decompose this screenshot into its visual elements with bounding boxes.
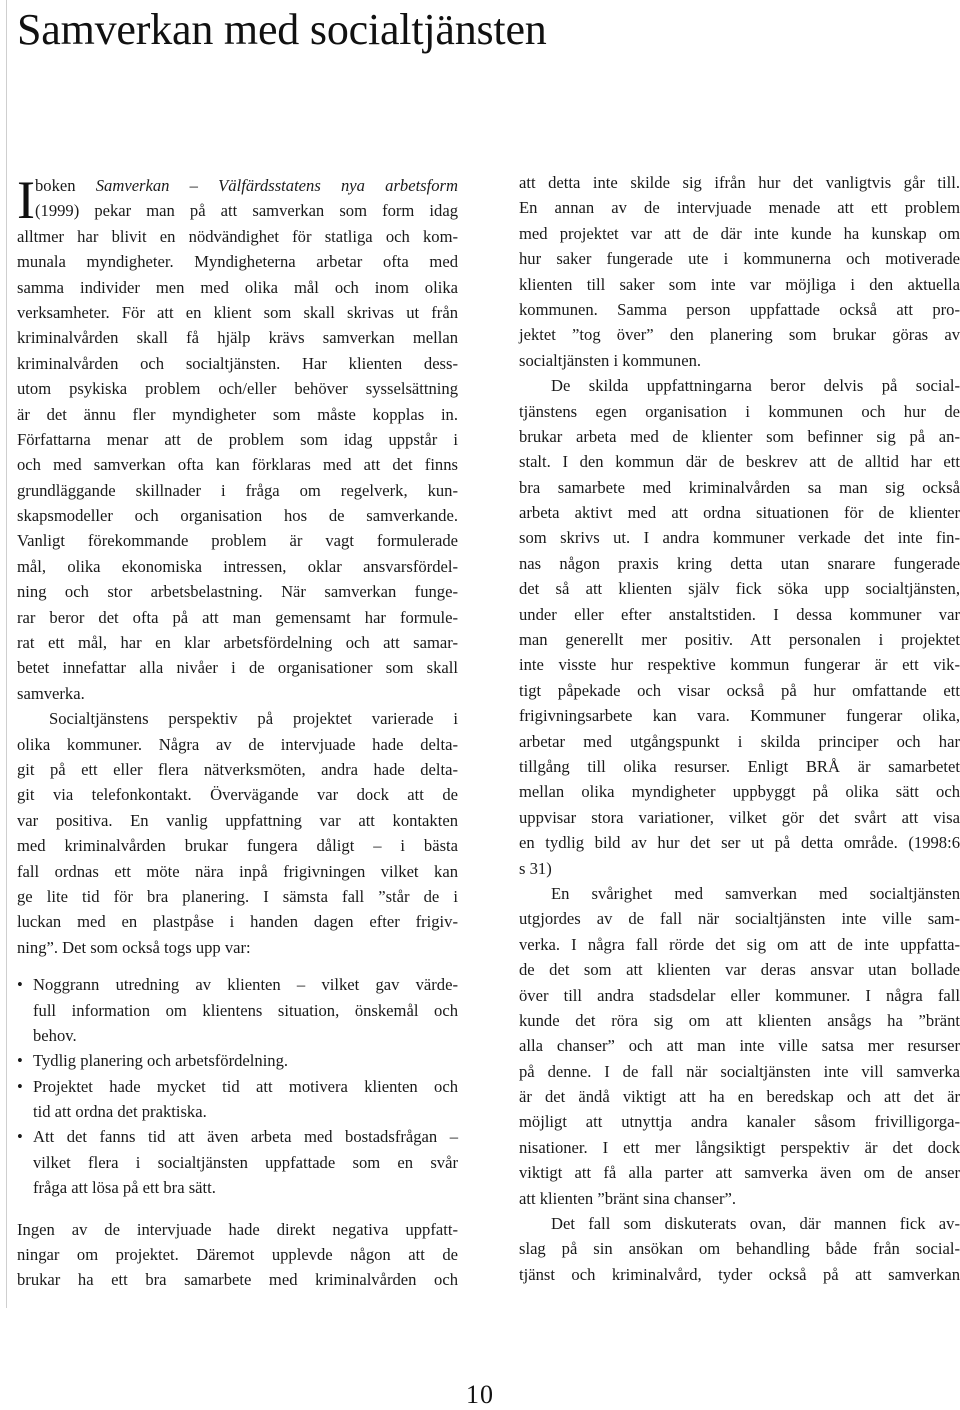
bullet-line: • Att det fanns tid att även arbeta med bostadsfrågan –	[17, 1124, 458, 1149]
text-line: de det som att klienten var deras ansvar utan bollade	[519, 960, 960, 980]
text-line: är det ännu fler myndigheter som måste kopplas in.	[17, 404, 458, 424]
text-line: tigt påpekade och visar också på hur omfattande ett	[519, 680, 960, 700]
page-title: Samverkan med socialtjänsten	[17, 5, 547, 54]
text-line: mellan olika myndigheter uppbyggt på olika sätt och	[519, 782, 960, 802]
text-line: att klienten ”bränt sina chanser”.	[519, 1188, 737, 1208]
text-line: under eller efter anstaltstiden. I dessa kommuner var	[519, 604, 960, 624]
right-column	[519, 170, 960, 1287]
text-line: socialtjänsten i kommunen.	[519, 350, 702, 370]
bullet-line: full information om klientens situation, önskemål och	[33, 1000, 458, 1020]
page-number: 10	[466, 1380, 494, 1409]
text-line: Författarna menar att de problem som idag uppstår i	[17, 429, 458, 449]
text-line: mål, olika ekonomiska intressen, oklar ansvarsfördel-	[17, 556, 458, 576]
bullet-icon: •	[17, 1076, 23, 1096]
text-line: betet innefattar alla nivåer i de organisationer som skall	[17, 658, 458, 678]
text-line: över till andra stadsdelar eller kommuner. I några fall	[519, 985, 960, 1005]
text-line: Socialtjänstens perspektiv på projektet varierade i	[49, 709, 458, 729]
text-line: luckan med en plastpåse i handen dagen efter frigiv-	[17, 912, 458, 932]
text-line: och med samverkan ofta kan förklaras med att det finns	[17, 455, 458, 475]
text-line: (1999) pekar man på att samverkan som form idag	[35, 201, 458, 221]
bullet-line: tid att ordna det praktiska.	[33, 1102, 207, 1122]
text-line: Det fall som diskuterats ovan, där mannen fick av-	[551, 1214, 960, 1234]
text-line: utom psykiska problem och/eller behöver sysselsättning	[17, 379, 458, 399]
text-line: brukar arbeta med de klienter som befinner sig på an-	[519, 426, 960, 446]
text-line: ningar om projektet. Däremot upplevde någon att de	[17, 1245, 458, 1265]
text-line: Ingen av de intervjuade hade direkt negativa uppfatt-	[17, 1219, 458, 1239]
text-line: munala myndigheter. Myndigheterna arbetar ofta med	[17, 252, 458, 272]
text-line: med kriminalvården brukar fungera dåligt – i bästa	[17, 836, 458, 856]
text-line: En annan av de intervjuade menade att ett problem	[519, 198, 960, 218]
text-line: var positiva. En vanlig uppfattning var att kontakten	[17, 810, 458, 830]
text-line: samverka.	[17, 683, 85, 703]
text-line: verka. I några fall rörde det sig om att de inte uppfatta-	[519, 934, 960, 954]
text-line: arbeta aktivt med att ordna situationen för de klienter	[519, 503, 960, 523]
text-line: man generellt mer positiv. Att personalen i projektet	[519, 630, 960, 650]
left-column	[17, 170, 458, 1293]
text-line: nisationer. I ett mer långsiktigt perspektiv är det dock	[519, 1137, 960, 1157]
text-line: ning och stor arbetsbelastning. När samverkan funge-	[17, 582, 458, 602]
text-line: Vanligt förekommande problem är vagt formulerade	[17, 531, 458, 551]
text-line: frigivningsarbete kan vara. Kommuner fungerar olika,	[519, 706, 960, 726]
bullet-line: • Projektet hade mycket tid att motivera klienten och	[17, 1074, 458, 1099]
bullet-icon: •	[17, 1051, 23, 1071]
text-line: hur saker fungerade ute i kommunerna och motiverade	[519, 249, 960, 269]
left-paragraph-1	[17, 170, 458, 706]
right-paragraph-4	[519, 1211, 960, 1287]
text-line: bra samarbete med kriminalvården sa man sig också	[519, 477, 960, 497]
bullet-line: vilket flera i socialtjänsten uppfattade som en svår	[33, 1152, 458, 1172]
bullet-icon: •	[17, 975, 23, 995]
bullet-line: fråga att lösa på ett bra sätt.	[33, 1178, 216, 1198]
text-line: med projektet var att de där inte kunde ha kunskap om	[519, 223, 960, 243]
text-line: tjänstens egen organisation i kommunen och hur de	[519, 401, 960, 421]
bullet-icon: •	[17, 1127, 23, 1147]
right-paragraph-2	[519, 373, 960, 881]
text-line: En svårighet med samverkan med socialtjänsten	[551, 883, 960, 903]
text-line: uppvisar stora variationer, vilket gör det svårt att visa	[519, 807, 960, 827]
text-line: samma individer men med olika mål och inom olika	[17, 277, 458, 297]
text-line: ge lite tid för bra planering. I sämsta fall ”står de i	[17, 886, 458, 906]
text-line: tillgång till olika resurser. Enligt BRÅ är samarbetet	[519, 756, 960, 776]
margin-rule	[6, 0, 7, 1308]
text-line: slag på sin ansökan om behandling både från social-	[519, 1239, 960, 1259]
text-line: som skrivs ut. I andra kommuner verkade det inte fin-	[519, 528, 960, 548]
text-line: verksamheter. För att en klient som skall skrivas ut från	[17, 302, 458, 322]
text-line: s 31)	[519, 858, 552, 878]
right-paragraph-3	[519, 881, 960, 1211]
text-line: brukar ha ett bra samarbete med kriminalvården och	[17, 1270, 458, 1290]
text-line: på denne. I de fall när socialtjänsten inte vill samverka	[519, 1061, 960, 1081]
text-line: kommunen. Samma person uppfattade också att pro-	[519, 299, 960, 319]
text-line: git via telefonkontakt. Övervägande var dock att de	[17, 785, 458, 805]
text-line: arbetar med utgångspunkt i skilda principer och har	[519, 731, 960, 751]
text-line: fall ordnas ett möte nära inpå frigivningen vilket kan	[17, 861, 458, 881]
text-line: alltmer har blivit en nödvändighet för statliga och kom-	[17, 226, 458, 246]
text-line: ning”. Det som också togs upp var:	[17, 937, 251, 957]
text-line: möjligt att utnyttja andra kanaler såsom frivilligorga-	[519, 1112, 960, 1132]
text-line: nas någon praxis kring detta utan snarare fungerade	[519, 553, 960, 573]
text-line: kriminalvården och socialtjänsten. Har klienten dess-	[17, 353, 458, 373]
text-line: alla chanser” och att man inte ville satsa mer resurser	[519, 1036, 960, 1056]
bullet-list	[17, 972, 458, 1201]
text-line: kriminalvården skall få hjälp krävs samverkan mellan	[17, 328, 458, 348]
text-line: De skilda uppfattningarna beror delvis på social-	[551, 376, 960, 396]
right-paragraph-1	[519, 170, 960, 373]
text-line: rat ett mål, har en klar arbetsfördelning och att samar-	[17, 633, 458, 653]
text-line: utgjordes av de fall när socialtjänsten inte ville sam-	[519, 909, 960, 929]
text-line: skapsmodeller och organisation hos de samverkande.	[17, 506, 458, 526]
text-line: det så att klienten själv fick söka upp socialtjänsten,	[519, 579, 960, 599]
text-line: kunde det röra sig om att klienten ansågs ha ”bränt	[519, 1010, 960, 1030]
text-line: en tydlig bild av hur det ser ut på detta område. (1998:6	[519, 833, 960, 853]
left-paragraph-3	[17, 1217, 458, 1293]
text-line: grundläggande skillnader i fråga om regelverk, kun-	[17, 480, 458, 500]
text-line: rar beror det ofta på att man gemensamt har formule-	[17, 607, 458, 627]
text-line: är det ändå viktigt att ha en beredskap och att det är	[519, 1087, 960, 1107]
drop-cap: I	[17, 170, 35, 230]
bullet-line: • Noggrann utredning av klienten – vilket gav värde-	[17, 972, 458, 997]
text-line: olika kommuner. Några av de intervjuade hade delta-	[17, 734, 458, 754]
bullet-line: behov.	[33, 1025, 77, 1045]
text-line: stalt. I den kommun där de beskrev att de alltid har ett	[519, 452, 960, 472]
text-line: jektet ”tog över” den planering som brukar göras av	[519, 325, 960, 345]
text-line: klienten till saker som inte var möjliga i den aktuella	[519, 274, 960, 294]
text-line: git på ett eller flera nätverksmöten, andra hade delta-	[17, 759, 458, 779]
left-paragraph-2	[17, 706, 458, 960]
text-line: tjänst och kriminalvård, tyder också på att samverkan	[519, 1264, 960, 1284]
text-line: att detta inte skilde sig ifrån hur det vanligtvis går till.	[519, 173, 960, 192]
bullet-line: • Tydlig planering och arbetsfördelning.	[17, 1048, 458, 1073]
text-line: viktigt att få alla parter att samverka även om de anser	[519, 1163, 960, 1183]
text-line: inte visste hur respektive kommun fungerar är ett vik-	[519, 655, 960, 675]
text-line: boken Samverkan – Välfärdsstatens nya arbetsform	[35, 176, 458, 195]
